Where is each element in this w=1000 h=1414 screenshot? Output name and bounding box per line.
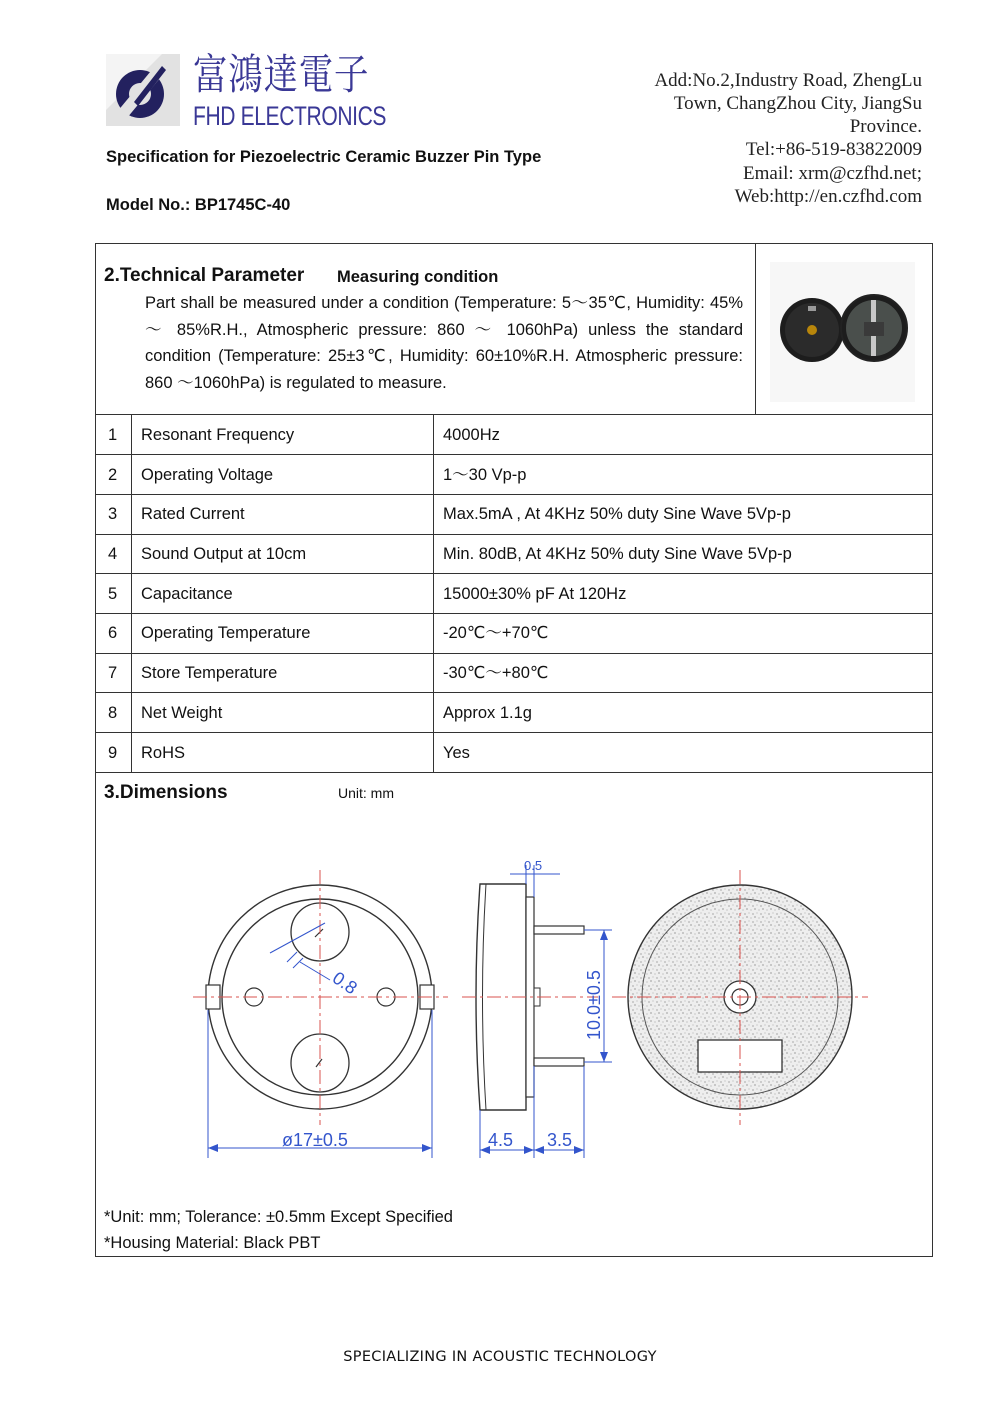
divider [95,414,933,415]
unit-label: Unit: mm [338,785,394,801]
housing-note: *Housing Material: Black PBT [104,1234,321,1252]
param-value: Max.5mA , At 4KHz 50% duty Sine Wave 5Vp-p [443,505,791,523]
address-line: Province. [849,116,922,137]
buzzer-photo [770,262,915,402]
param-no: 2 [108,466,118,484]
param-no: 1 [108,426,118,444]
param-no: 5 [108,585,118,603]
website: Web:http://en.czfhd.com [734,186,922,207]
param-no: 8 [108,704,118,722]
divider [755,243,756,414]
dim-diameter: ø17±0.5 [282,1130,348,1150]
param-name: Capacitance [141,585,233,603]
divider [95,613,933,614]
param-no: 7 [108,664,118,682]
divider [95,573,933,574]
section-title: 2.Technical Parameter [104,265,305,286]
param-value: -30℃～+80℃ [443,664,549,682]
top-view [612,870,868,1125]
divider [95,494,933,495]
dim-body-height: 4.5 [488,1130,514,1150]
section-subtitle: Measuring condition [337,268,499,286]
param-value: 15000±30% pF At 120Hz [443,585,627,603]
dim-pin-length: 3.5 [547,1130,573,1150]
dim-top-thickness: 0.5 [524,858,543,873]
measuring-condition-text: Part shall be measured under a condition (Temperature: 5～35℃, Humidity: 45% ～ 85%R.H., Atmospheric pressure: 860 ～ 1060hPa) unless the standard condition (Temperature: 25±3℃, Humidity: 60±10%R.H. Atmospheric pressure: 860 ～1060hPa) is regulated to measure. [145,294,743,392]
divider [131,414,132,772]
tolerance-note: *Unit: mm; Tolerance: ±0.5mm Except Specified [104,1208,453,1226]
param-value: Approx 1.1g [443,704,532,722]
divider [95,653,933,654]
divider [95,772,933,773]
param-value: -20℃～+70℃ [443,624,549,642]
divider [95,732,933,733]
document-title: Specification for Piezoelectric Ceramic Buzzer Pin Type [106,148,542,166]
param-no: 3 [108,505,118,523]
bottom-view [193,870,448,1158]
model-number: Model No.: BP1745C-40 [106,196,291,214]
param-name: Operating Temperature [141,624,311,642]
divider [95,454,933,455]
param-name: Net Weight [141,704,223,722]
footer-slogan: SPECIALIZING IN ACOUSTIC TECHNOLOGY [343,1349,657,1365]
param-no: 4 [108,545,118,563]
brand-name-english: FHD ELECTRONICS [193,101,387,131]
section-title: 3.Dimensions [104,782,228,803]
dim-pin-spacing: 0.8 [328,967,361,999]
dimension-drawing [190,850,880,1170]
param-name: Operating Voltage [141,466,274,484]
param-value: 1～30 Vp-p [443,466,527,484]
email: Email: xrm@czfhd.net; [743,163,922,184]
brand-name-chinese: 富鴻達電子 [193,50,370,99]
company-logo-icon [104,52,182,128]
param-no: 6 [108,624,118,642]
param-name: Sound Output at 10cm [141,545,307,563]
address-line: Add:No.2,Industry Road, ZhengLu [654,70,922,91]
param-name: Resonant Frequency [141,426,295,444]
telephone: Tel:+86-519-83822009 [745,139,922,160]
dim-pin-pitch: 10.0±0.5 [584,970,604,1040]
param-name: Rated Current [141,505,245,523]
param-value: 4000Hz [443,426,500,444]
param-name: Store Temperature [141,664,278,682]
divider [95,534,933,535]
param-value: Yes [443,744,470,762]
divider [95,692,933,693]
param-no: 9 [108,744,118,762]
divider [433,414,434,772]
address-line: Town, ChangZhou City, JiangSu [673,93,922,114]
param-value: Min. 80dB, At 4KHz 50% duty Sine Wave 5Vp-p [443,545,792,563]
param-name: RoHS [141,744,186,762]
